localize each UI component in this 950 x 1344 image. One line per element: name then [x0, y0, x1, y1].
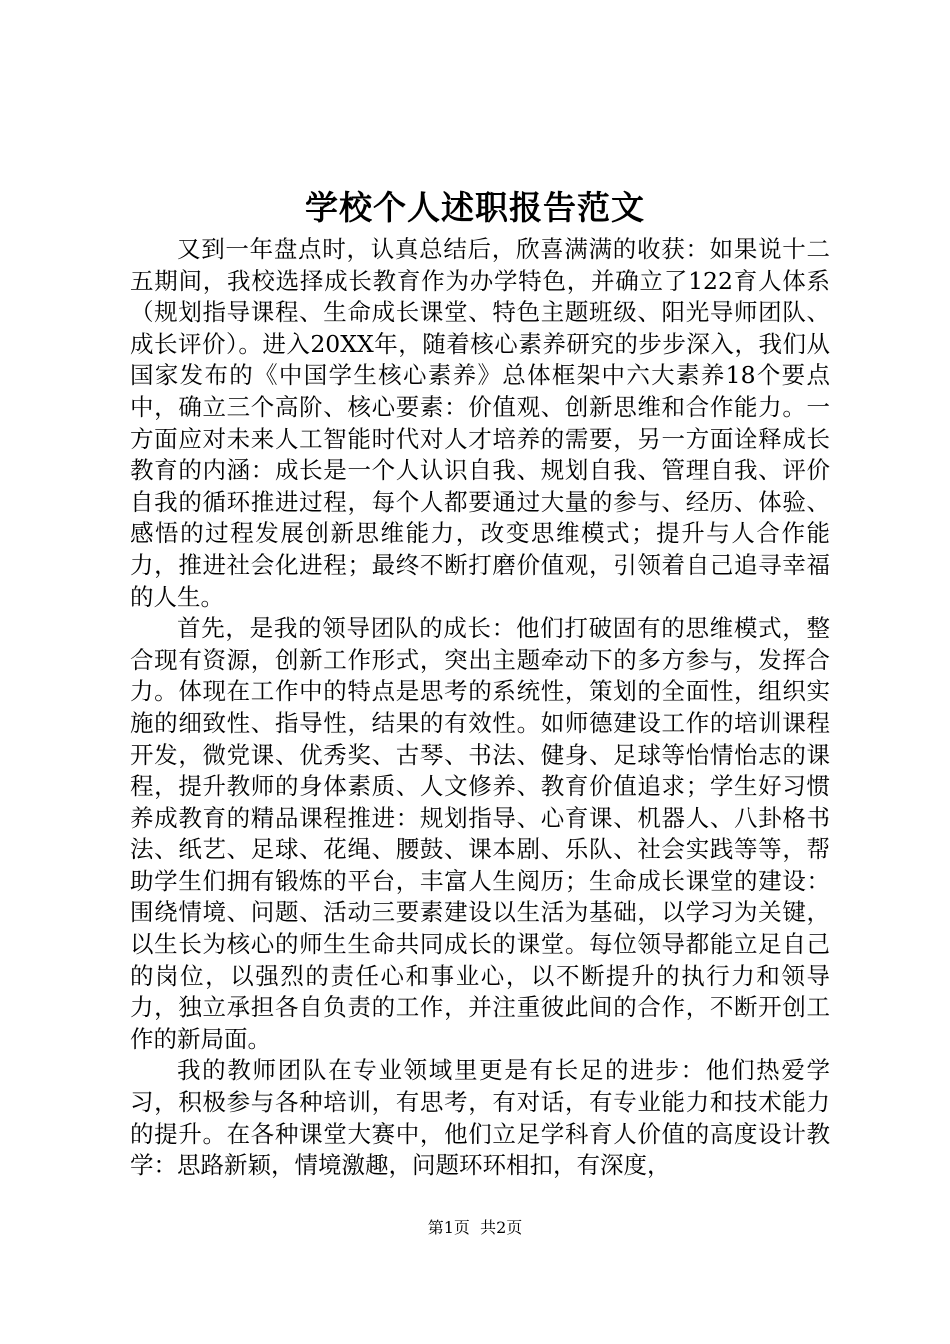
page-number-label: 第1页 共2页 [427, 1218, 523, 1237]
page-footer [0, 1217, 950, 1239]
document-title: 学校个人述职报告范文 [305, 188, 645, 227]
paragraph-2: 首先，是我的领导团队的成长：他们打破固有的思维模式，整合现有资源，创新工作形式，突出主题牵动下的多方参与，发挥合力。体现在工作中的特点是思考的系统性，策划的全面性，组织实施的细致性、指导性，结果的有效性。如师德建设工作的培训课程开发，微党课、优秀奖、古琴、书法、健身、足球等怡情怡志的课程，提升教师的身体素质、人文修养、教育价值追求；学生好习惯养成教育的精品课程推进：规划指导、心育课、机器人、八卦格书法、纸艺、足球、花绳、腰鼓、课本剧、乐队、社会实践等等，帮助学生们拥有锻炼的平台，丰富人生阅历；生命成长课堂的建设：围绕情境、问题、活动三要素建设以生活为基础，以学习为关键，以生长为核心的师生生命共同成长的课堂。每位领导都能立足自己的岗位，以强烈的责任心和事业心，以不断提升的执行力和领导力，独立承担各自负责的工作，并注重彼此间的合作，不断开创工作的新局面。 [130, 614, 830, 1053]
document-body [130, 234, 830, 1182]
paragraph-1: 又到一年盘点时，认真总结后，欣喜满满的收获：如果说十二五期间，我校选择成长教育作为办学特色，并确立了122育人体系（规划指导课程、生命成长课堂、特色主题班级、阳光导师团队、成长评价）。进入20XX年，随着核心素养研究的步步深入，我们从国家发布的《中国学生核心素养》总体框架中六大素养18个要点中，确立三个高阶、核心要素：价值观、创新思维和合作能力。一方面应对未来人工智能时代对人才培养的需要，另一方面诠释成长教育的内涵：成长是一个人认识自我、规划自我、管理自我、评价自我的循环推进过程，每个人都要通过大量的参与、经历、体验、感悟的过程发展创新思维能力，改变思维模式；提升与人合作能力，推进社会化进程；最终不断打磨价值观，引领着自己追寻幸福的人生。 [130, 235, 830, 611]
paragraph-3: 我的教师团队在专业领域里更是有长足的进步：他们热爱学习，积极参与各种培训，有思考，有对话，有专业能力和技术能力的提升。在各种课堂大赛中，他们立足学科育人价值的高度设计教学：思路新颖，情境激趣，问题环环相扣，有深度， [130, 1056, 830, 1180]
